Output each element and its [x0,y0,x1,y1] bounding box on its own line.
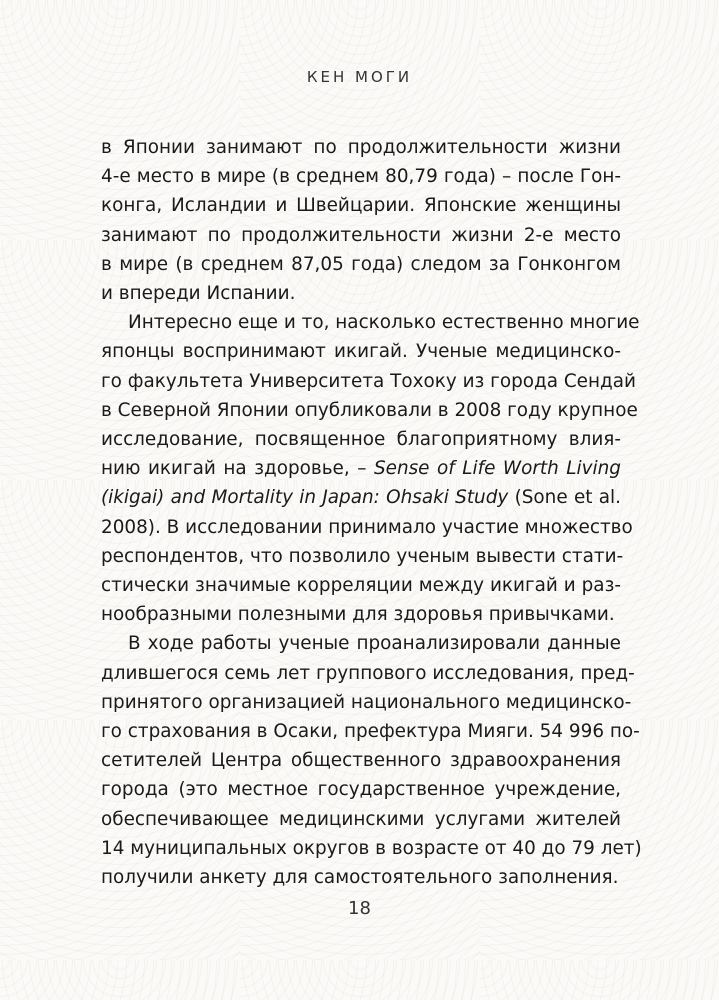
text-line: 4-е место в мире (в среднем 80,79 года) – после Гон- [101,166,621,188]
text-line: в Японии занимают по продолжительности жизни [101,137,621,158]
text-line: стически значимые корреляции между икигай и раз- [101,575,621,597]
text-segment: (Sone et al. [508,487,621,509]
text-line: го страхования в Осаки, префектура Мияги. 54 996 по- [101,721,640,743]
text-line: нообразными полезными для здоровья привычками. [101,604,615,626]
italic-title-continued: (ikigai) and Mortality in Japan: Ohsaki Study [101,487,509,509]
text-line: принятого организацией национального медицинско- [101,691,632,713]
text-line: в мире (в среднем 87,05 года) следом за Гонконгом [101,253,621,275]
italic-title: Sense of Life Worth Living [373,458,621,480]
text-line-with-title [101,454,621,483]
text-segment: нию икигай на здоровье, – [101,458,374,480]
page-number: 18 [348,898,371,919]
text-line: японцы воспринимают икигай. Ученые медицинско- [101,341,621,363]
text-line: Интересно еще и то, насколько естественно многие [128,312,640,334]
text-line: сетителей Центра общественного здравоохранения [101,750,621,772]
paragraph-1 [101,133,621,308]
text-line: получили анкету для самостоятельного заполнения. [101,867,619,889]
text-line: обеспечивающее медицинскими услугами жителей [101,808,621,830]
text-line: конга, Исландии и Швейцарии. Японские женщины [101,195,621,217]
text-line: занимают по продолжительности жизни 2-е место [101,224,621,246]
paragraph-2 [101,308,640,629]
running-head: КЕН МОГИ [306,68,413,86]
text-line: города (это местное государственное учреждение, [101,779,621,801]
text-line: длившегося семь лет группового исследования, пред- [101,662,635,684]
text-line: исследование, посвященное благоприятному влия- [101,429,621,451]
text-line: в Северной Японии опубликовали в 2008 году крупное [101,399,638,421]
text-line: го факультета Университета Тохоку из города Сендай [101,370,636,392]
text-line: 14 муниципальных округов в возрасте от 40 до 79 лет) [101,837,642,859]
text-line: 2008). В исследовании принимало участие множество [101,516,633,538]
text-line: и впереди Испании. [101,283,296,305]
text-line: В ходе работы ученые проанализировали данные [128,633,621,655]
paragraph-3 [101,629,642,892]
body-text [101,133,642,892]
text-line: респондентов, что позволило ученым вывести стати- [101,545,624,567]
text-line-with-title [101,483,621,512]
